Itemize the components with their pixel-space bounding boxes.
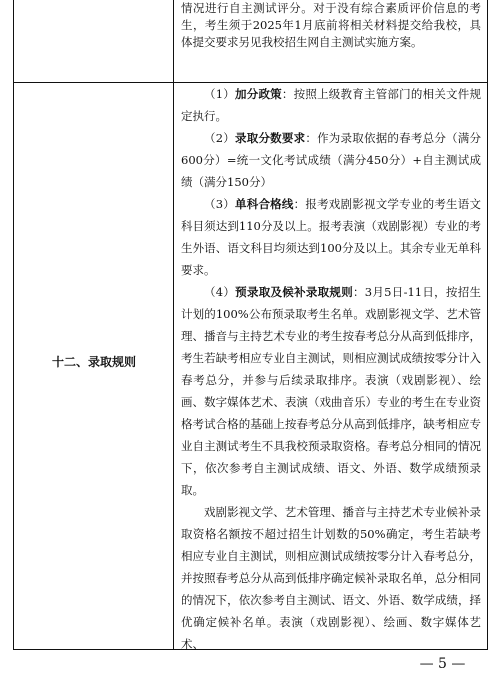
table-row-previous [14,0,487,83]
rule-item-pre-admission: （4）预录取及候补录取规则：3月5日-11日，按招生计划的100%公布预录取考生名单。戏剧影视文学、艺术管理、播音与主持艺术专业的考生按春考总分从高到低排序，考生若缺考相应专业自主测试，则相应测试成绩按零分计入春考总分，并参与后续录取排序。表演（戏剧影视）、绘画、数字媒体艺术、表演（戏曲音乐）专业的考生在专业资格考试合格的基础上按春考总分从高到低排序，缺考相应专业自主测试考生不具我校预录取资格。春考总分相同的情况下，依次参考自主测试成绩、语文、外语、数学成绩预录取。 [181,285,481,497]
table-row-admission-rules [14,83,487,649]
rule-item-single-subject: （3）单科合格线：报考戏剧影视文学专业的考生语文科目须达到110分及以上。报考表演（戏剧影视）专业的考生外语、语文科目均须达到100分及以上。其余专业无单科要求。 [181,197,481,277]
content-cell-previous [174,0,487,82]
label-cell [14,83,174,649]
label-cell-empty [14,0,174,82]
continued-paragraph: 情况进行自主测试评分。对于没有综合素质评价信息的考生，考生须于2025年1月底前将相关材料提交给我校，具体提交要求另见我校招生网自主测试实施方案。 [181,1,481,49]
rule-item-score-requirement: （2）录取分数要求：作为录取依据的春考总分（满分600分）=统一文化考试成绩（满分450分）+自主测试成绩（满分150分） [181,131,482,189]
section-label: 十二、录取规则 [51,355,136,369]
page-number: — 5 — [419,656,466,672]
rule-paragraph-waitlist: 戏剧影视文学、艺术管理、播音与主持艺术专业候补录取资格名额按不超过招生计划数的50%确定，考生若缺考相应专业自主测试，则相应测试成绩按零分计入春考总分，并按照春考总分从高到低排序确定候补录取名单，总分相同的情况下，依次参考自主测试、语文、外语、数学成绩，择优确定候补名单。表演（戏剧影视）、绘画、数字媒体艺术、 [181,505,481,651]
admission-rules-table [13,0,488,650]
content-cell [174,83,487,649]
rule-item-bonus-policy: （1）加分政策：按照上级教育主管部门的相关文件规定执行。 [181,87,482,123]
